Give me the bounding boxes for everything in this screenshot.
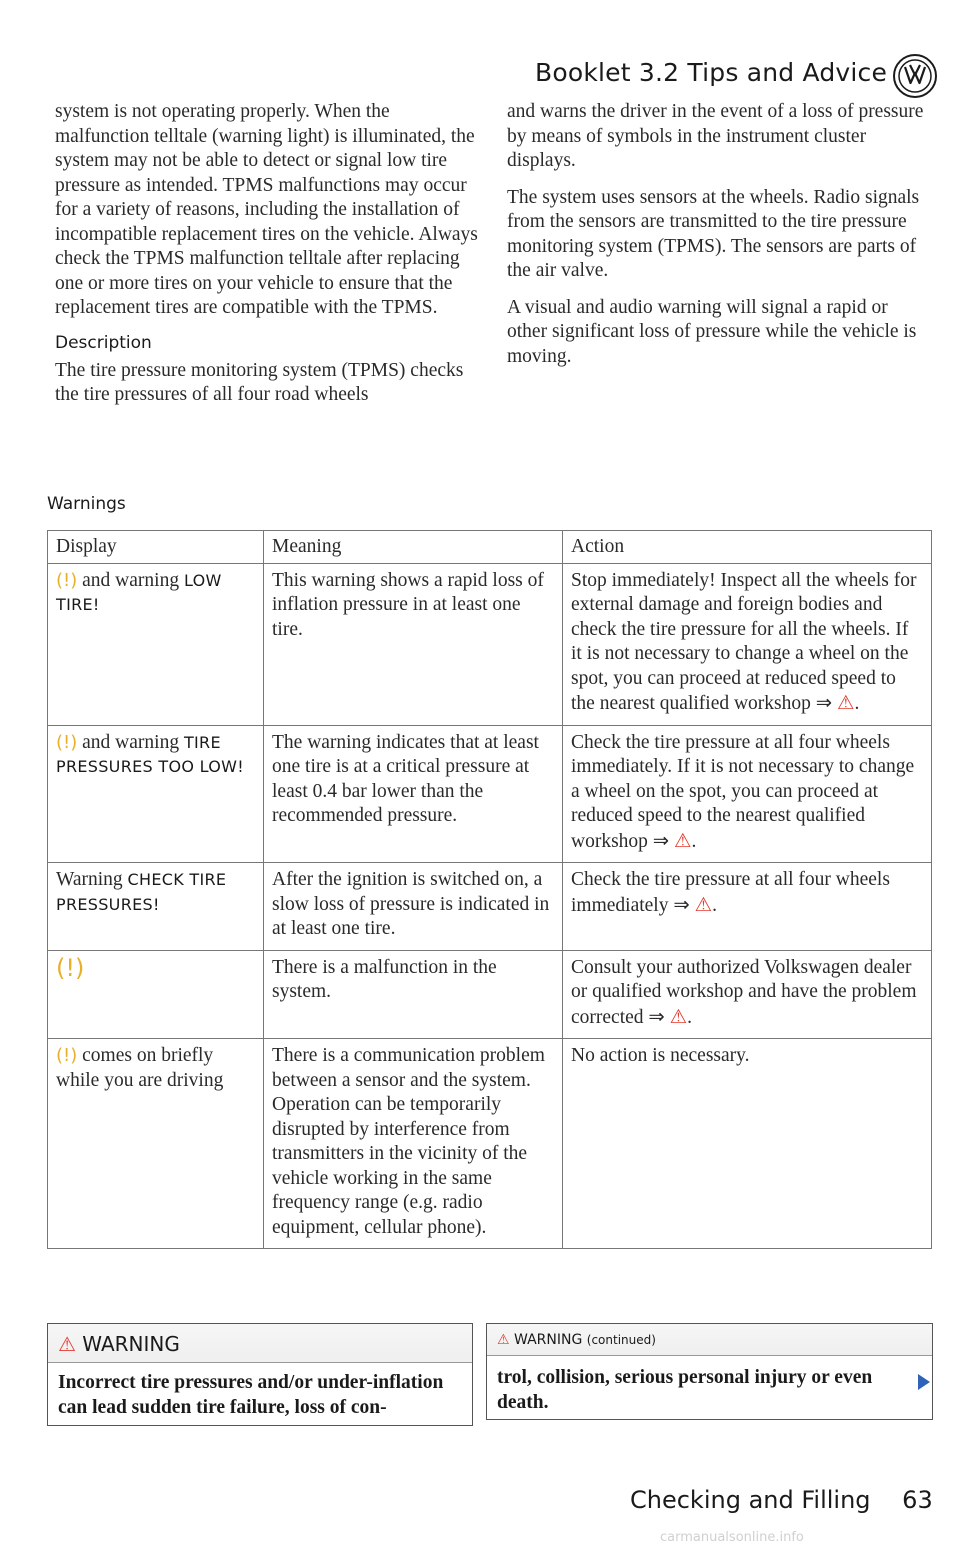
action-cell: Consult your authorized Volkswagen dealer or qualified workshop and have the problem corrected ⇒ ⚠. (563, 950, 932, 1039)
reference-arrow: ⇒ (652, 830, 670, 852)
right-paragraph-2: The system uses sensors at the wheels. Radio signals from the sensors are transmitted to the tire pressure monitoring system (TPMS). The sensors are parts of the air valve. (507, 186, 920, 281)
warning-box-continued (486, 1323, 933, 1420)
table-header-row (48, 531, 932, 564)
column-header-display: Display (48, 531, 264, 564)
page-number: 63 (902, 1486, 933, 1514)
intro-paragraph: system is not operating properly. When the malfunction telltale (warning light) is illuminated, the system may not be able to detect or signal low tire pressure as intended. TPMS malfunctions may occur for a variety of reasons, including the installation of incompatible replacement tires on the vehicle. Always check the TPMS malfunction telltale after replacing one or more tires on your vehicle to ensure that the replacement tires are compatible with the TPMS. (55, 101, 478, 318)
meaning-cell: This warning shows a rapid loss of inflation pressure in at least one tire. (264, 563, 563, 725)
display-cell (48, 1039, 264, 1249)
meaning-cell: The warning indicates that at least one tire is at a critical pressure at least 0.4 bar lower than the recommended pressure. (264, 725, 563, 863)
display-message: CHECK TIRE PRESSURES! (56, 870, 227, 914)
warning-triangle-icon: ⚠ (836, 691, 855, 714)
warning-box-body: trol, collision, serious personal injury or even death. (497, 1367, 873, 1413)
warning-box-body: Incorrect tire pressures and/or under-inflation can lead sudden tire failure, loss of con- (58, 1372, 444, 1418)
display-message: LOW TIRE! (56, 570, 222, 614)
right-column (507, 100, 932, 381)
vw-logo-mark (897, 58, 933, 94)
watermark: carmanualsonline.info (660, 1530, 804, 1545)
display-cell (48, 863, 264, 951)
warning-title-text: WARNING (82, 1332, 180, 1356)
warnings-heading: Warnings (47, 494, 126, 514)
table-row (48, 1039, 932, 1249)
action-text: Consult your authorized Volkswagen dealer or qualified workshop and have the problem corrected (571, 956, 917, 1028)
table-row (48, 950, 932, 1039)
tpms-warning-icon: (!) (56, 731, 78, 753)
warning-box (47, 1323, 473, 1426)
meaning-cell: There is a communication problem between a sensor and the system. Operation can be temporarily disrupted by interference from transmitters in the vicinity of the vehicle working in the same frequency range (e.g. radio equipment, cellular phone). (264, 1039, 563, 1249)
display-cell (48, 950, 264, 1039)
table-row (48, 563, 932, 725)
warning-continued-label: (continued) (586, 1333, 656, 1347)
display-prefix: Warning (56, 869, 123, 890)
meaning-cell: There is a malfunction in the system. (264, 950, 563, 1039)
reference-arrow: ⇒ (673, 894, 690, 916)
warning-title-text: WARNING (514, 1332, 583, 1348)
right-paragraph-1: and warns the driver in the event of a loss of pressure by means of symbols in the instrument cluster displays. (507, 101, 924, 171)
action-cell: Stop immediately! Inspect all the wheels for external damage and foreign bodies and check the tire pressure for all the wheels. If it is not necessary to change a wheel on the spot, you can proceed at reduced speed to the nearest qualified workshop ⇒ ⚠. (563, 563, 932, 725)
display-cell (48, 725, 264, 863)
page-footer (630, 1486, 933, 1514)
action-cell: Check the tire pressure at all four wheels immediately. If it is not necessary to change a wheel on the spot, you can proceed at reduced speed to the nearest qualified workshop ⇒ ⚠. (563, 725, 932, 863)
table-row (48, 725, 932, 863)
warning-triangle-icon: ⚠ (58, 1332, 76, 1356)
page-header: Booklet 3.2 Tips and Advice (535, 58, 888, 87)
column-header-meaning: Meaning (264, 531, 563, 564)
warning-triangle-icon: ⚠ (669, 1004, 688, 1028)
column-header-action: Action (563, 531, 932, 564)
warning-triangle-icon: ⚠ (674, 828, 692, 852)
footer-section: Checking and Filling (630, 1486, 871, 1514)
display-prefix: and warning (82, 731, 180, 753)
warning-triangle-icon: ⚠ (497, 1332, 510, 1348)
meaning-cell: After the ignition is switched on, a slow loss of pressure is indicated in at least one tire. (264, 863, 563, 951)
warning-box-title (48, 1324, 472, 1363)
tpms-warning-icon: (!) (56, 953, 85, 982)
warning-triangle-icon: ⚠ (694, 892, 713, 916)
display-prefix: and warning (82, 569, 180, 591)
next-page-arrow-icon (918, 1374, 930, 1390)
table-row (48, 863, 932, 951)
right-paragraph-3: A visual and audio warning will signal a rapid or other significant loss of pressure while the vehicle is moving. (507, 296, 917, 367)
action-text: Check the tire pressure at all four wheels immediately. If it is not necessary to change a wheel on the spot, you can proceed at reduced speed to the nearest qualified workshop (571, 731, 915, 852)
action-text: Check the tire pressure at all four wheels immediately (571, 869, 890, 916)
display-message: TIRE PRESSURES TOO LOW! (56, 732, 244, 776)
reference-arrow: ⇒ (648, 1006, 665, 1028)
vw-logo-icon (893, 54, 937, 98)
warnings-table (47, 530, 932, 1249)
left-column (55, 100, 485, 408)
action-text: Stop immediately! Inspect all the wheels for external damage and foreign bodies and check the tire pressure for all the wheels. If it is not necessary to change a wheel on the spot, you can proceed at reduced speed to the nearest qualified workshop (571, 569, 917, 714)
display-cell (48, 563, 264, 725)
warning-box-title (487, 1324, 932, 1356)
tpms-warning-icon: (!) (56, 1045, 78, 1066)
action-cell: No action is necessary. (563, 1039, 932, 1249)
description-heading: Description (55, 332, 152, 353)
reference-arrow: ⇒ (815, 693, 833, 714)
display-suffix: comes on briefly while you are driving (56, 1045, 224, 1091)
tpms-warning-icon: (!) (56, 569, 78, 591)
description-paragraph: The tire pressure monitoring system (TPMS) checks the tire pressures of all four road wheels (55, 359, 464, 405)
action-cell: Check the tire pressure at all four wheels immediately ⇒ ⚠. (563, 863, 932, 951)
